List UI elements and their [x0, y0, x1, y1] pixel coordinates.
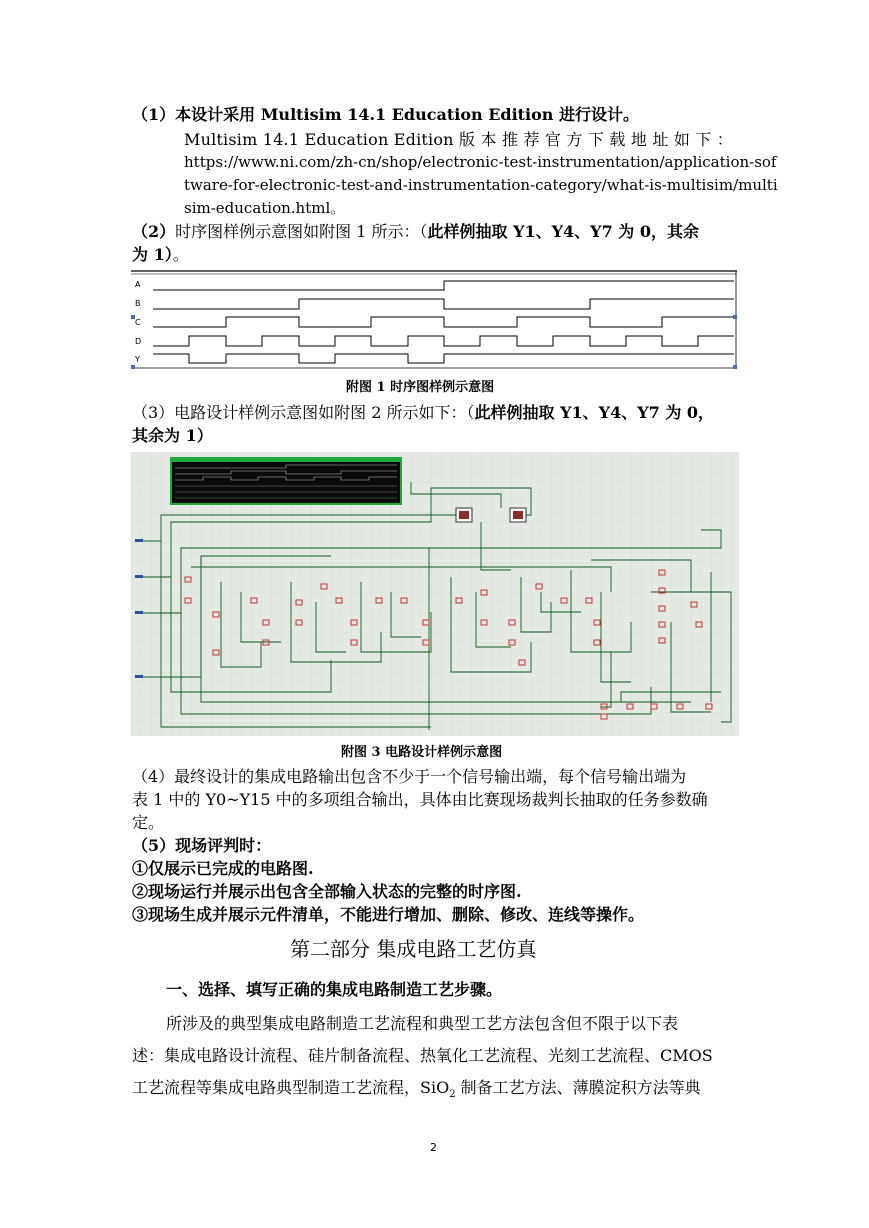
section-title: 第二部分 集成电路工艺仿真: [290, 937, 537, 961]
signal-label-a: A: [135, 280, 141, 289]
item-3-emphasis: 此样例抽取 Y1、Y4、Y7 为 0，: [474, 403, 715, 422]
paragraph-line-3: [132, 1072, 701, 1111]
item-3-line: [132, 402, 714, 424]
item-2-emphasis: 此样例抽取 Y1、Y4、Y7 为 0，其余: [427, 222, 700, 241]
signal-label-c: C: [135, 318, 141, 327]
item-1-prefix: （1）本设计采用: [132, 105, 261, 124]
paragraph-line-1: 所涉及的典型集成电路制造工艺流程和典型工艺方法包含但不限于以下表: [166, 1014, 679, 1033]
item-2-line-2: [132, 244, 189, 266]
signal-label-y: Y: [135, 355, 140, 364]
signal-label-d: D: [135, 337, 142, 346]
item-1-version-line: Multisim 14.1 Education Edition 版 本 推 荐 官 方 下 载 地 址 如 下 ：: [184, 130, 733, 149]
page-number: 2: [430, 1141, 437, 1154]
url-line-1: https://www.ni.com/zh-cn/shop/electronic-test-instrumentation/application-sof: [184, 153, 777, 171]
paragraph-line-3b: 制备工艺方法、薄膜淀积方法等典: [455, 1078, 701, 1097]
item-5-point-2: ②现场运行并展示出包含全部输入状态的完整的时序图.: [132, 882, 522, 901]
item-2-tail: 。: [172, 245, 189, 264]
url-line-3: sim-education.html。: [184, 199, 346, 217]
figure-2-caption: 附图 3 电路设计样例示意图: [341, 745, 503, 760]
item-2-emphasis-cont: 为 1）: [132, 245, 173, 264]
timing-diagram: [131, 269, 737, 372]
item-3-emphasis-cont: 其余为 1）: [132, 426, 213, 445]
logic-analyzer-panel: [171, 458, 401, 504]
item-4-line-3: 定。: [132, 813, 165, 832]
url-line-2: tware-for-electronic-test-and-instrumentation-category/what-is-multisim/multi: [184, 176, 778, 194]
item-2-text: 时序图样例示意图如附图 1 所示：（: [175, 222, 428, 241]
item-4-line-2: 表 1 中的 Y0~Y15 中的多项组合输出，具体由比赛现场裁判长抽取的任务参数确: [132, 790, 708, 809]
item-2-prefix: （2）: [132, 222, 176, 241]
figure-1-caption: 附图 1 时序图样例示意图: [346, 380, 495, 395]
item-5-point-1: ①仅展示已完成的电路图.: [132, 859, 314, 878]
section-subtitle: 一、选择、填写正确的集成电路制造工艺步骤。: [166, 980, 503, 999]
signal-label-b: B: [135, 299, 141, 308]
item-4-line-1: （4）最终设计的集成电路输出包含不少于一个信号输出端，每个信号输出端为: [132, 767, 687, 786]
item-1-software: Multisim 14.1 Education Edition: [260, 105, 554, 124]
item-3-text: （3）电路设计样例示意图如附图 2 所示如下：（: [132, 403, 475, 422]
item-5-point-3: ③现场生成并展示元件清单，不能进行增加、删除、修改、连线等操作。: [132, 905, 645, 924]
item-1-suffix: 进行设计。: [553, 105, 640, 124]
circuit-schematic: [131, 452, 739, 736]
sio2-subscript: 2: [449, 1089, 456, 1101]
paragraph-line-3a: 工艺流程等集成电路典型制造工艺流程，SiO: [132, 1078, 450, 1097]
item-5-title: （5）现场评判时：: [132, 836, 272, 855]
paragraph-line-2: 述：集成电路设计流程、硅片制备流程、热氧化工艺流程、光刻工艺流程、CMOS: [132, 1046, 713, 1065]
item-1-line: [132, 104, 639, 126]
item-2-line: [132, 221, 699, 243]
